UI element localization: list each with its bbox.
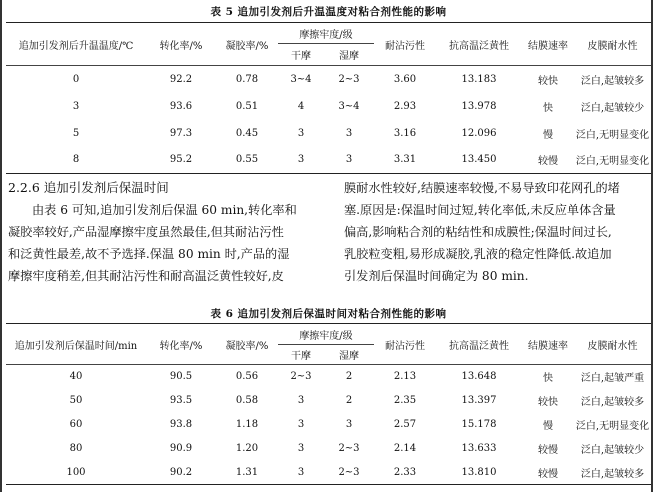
- table-cell: 60: [69, 419, 83, 430]
- table-cell: 0.51: [235, 100, 259, 112]
- table-cell: 5: [72, 127, 80, 139]
- table-cell: 泛白,无明显变化: [575, 129, 650, 141]
- table-row: [6, 120, 651, 147]
- table-cell: 1.31: [216, 461, 278, 485]
- table-cell: 1.18: [235, 419, 259, 430]
- table6-header-film-rate: 结膜速率: [522, 324, 574, 365]
- table6-header-time: 追加引发剂后保温时间/min: [6, 324, 146, 365]
- table-cell: 泛白,无明显变化: [575, 421, 650, 432]
- table-cell: 2~3: [324, 461, 374, 485]
- table-cell: 2.35: [393, 395, 417, 406]
- table5-header-dry: 干摩: [278, 44, 324, 66]
- table-cell: 93.8: [169, 419, 193, 430]
- table-cell: 2.14: [393, 443, 417, 454]
- table-cell: 泛白,无明显变化: [574, 147, 651, 174]
- table5: [6, 22, 651, 174]
- table-cell: 90.9: [169, 443, 193, 454]
- table6-header-stain: 耐沾污性: [374, 324, 436, 365]
- table-cell: 13.978: [461, 100, 497, 112]
- table-cell: 15.178: [461, 419, 497, 430]
- table-row: [6, 437, 651, 461]
- table-cell: 92.2: [169, 73, 193, 85]
- table-cell: 12.096: [461, 127, 497, 139]
- table-cell: 3: [345, 127, 353, 139]
- text-line: 摩擦牢度稍差,但其耐沾污性和耐高温泛黄性较好,皮: [8, 269, 284, 283]
- text-line: 乳胶粒变粗,易形成凝胶,乳液的稳定性降低.故追加: [344, 247, 612, 261]
- table-cell: 2.13: [393, 371, 417, 383]
- right-column-text: [344, 177, 620, 287]
- table-row: [6, 413, 651, 437]
- table-cell: 3: [72, 100, 80, 112]
- table-cell: 2: [345, 395, 353, 406]
- table-cell: 13.633: [461, 443, 497, 454]
- table5-header-gel: 凝胶率/%: [216, 23, 278, 66]
- table-cell: 2~3: [338, 73, 360, 85]
- table-cell: 3.60: [393, 73, 417, 85]
- table-cell: 3: [297, 395, 305, 406]
- table-cell: 0.56: [235, 371, 259, 383]
- table-cell: 慢: [543, 421, 553, 432]
- table-cell: 13.648: [461, 371, 497, 383]
- table-cell: 0.58: [235, 395, 259, 406]
- table-cell: 泛白,起皱较多: [580, 75, 645, 87]
- table-cell: 93.6: [169, 100, 193, 112]
- table-cell: 90.5: [169, 371, 193, 383]
- table-cell: 0.78: [235, 73, 259, 85]
- table-cell: 3~4: [290, 73, 312, 85]
- table5-header-wet: 湿摩: [324, 44, 374, 66]
- table-cell: 0.45: [235, 127, 259, 139]
- table-row: [6, 147, 651, 174]
- table6-header-rub-fastness: 摩擦牢度/级: [278, 324, 374, 345]
- table-cell: 3~4: [338, 100, 360, 112]
- left-column-text: [8, 177, 297, 287]
- table-row: [6, 461, 651, 485]
- table-cell: 2~3: [290, 371, 312, 383]
- table-cell: 13.810: [436, 461, 522, 485]
- table6-caption: 表 6 追加引发剂后保温时间对粘合剂性能的影响: [210, 308, 447, 320]
- table-cell: 80: [69, 443, 83, 454]
- text-line: 和泛黄性最差,故不予选择.保温 80 min 时,产品的湿: [8, 247, 290, 261]
- text-line: 塞.原因是:保温时间过短,转化率低,未反应单体含量: [344, 203, 616, 217]
- table6-header-gel: 凝胶率/%: [216, 324, 278, 365]
- table5-header-temp: 追加引发剂后升温温度/℃: [6, 23, 146, 66]
- table6-header-yellowing: 抗高温泛黄性: [436, 324, 522, 365]
- table-cell: 3: [345, 419, 353, 430]
- table5-header-rub-fastness: 摩擦牢度/级: [278, 23, 374, 44]
- table-cell: 93.5: [169, 395, 193, 406]
- table-cell: 泛白,起皱较多: [580, 397, 645, 408]
- table-row: [6, 365, 651, 389]
- table6-header-wet: 湿摩: [324, 345, 374, 365]
- table-row: [6, 389, 651, 413]
- table5-header-yellowing: 抗高温泛黄性: [436, 23, 522, 66]
- table-cell: 较慢: [538, 445, 558, 456]
- text-line: 引发剂后保温时间确定为 80 min.: [344, 269, 529, 283]
- table6: [6, 323, 651, 485]
- table-cell: 13.397: [461, 395, 497, 406]
- table-cell: 2.93: [393, 100, 417, 112]
- table-cell: 40: [69, 371, 83, 383]
- table-cell: 3: [278, 147, 324, 174]
- table-cell: 较慢: [522, 461, 574, 485]
- table-cell: 快: [543, 102, 553, 114]
- table-cell: 泛白,起皱严重: [580, 373, 645, 385]
- table-cell: 3: [324, 147, 374, 174]
- table-cell: 3.16: [393, 127, 417, 139]
- table-cell: 2.57: [393, 419, 417, 430]
- table5-header-conversion: 转化率/%: [146, 23, 216, 66]
- table6-header-conversion: 转化率/%: [146, 324, 216, 365]
- table-row: [6, 66, 651, 93]
- table5-header-stain: 耐沾污性: [374, 23, 436, 66]
- table-cell: 2: [345, 371, 353, 383]
- table5-header-water-resist: 皮膜耐水性: [574, 23, 651, 66]
- table5-header-film-rate: 结膜速率: [522, 23, 574, 66]
- table-cell: 3: [297, 443, 305, 454]
- table-cell: 1.20: [235, 443, 259, 454]
- table-cell: 100: [6, 461, 146, 485]
- table-cell: 3: [297, 419, 305, 430]
- table-cell: 3: [297, 127, 305, 139]
- text-line: 偏高,影响粘合剂的粘结性和成膜性;保温时间过长,: [344, 225, 612, 239]
- table-cell: 90.2: [146, 461, 216, 485]
- table-cell: 13.450: [436, 147, 522, 174]
- table-cell: 95.2: [146, 147, 216, 174]
- section-heading: 2.2.6 追加引发剂后保温时间: [8, 180, 169, 195]
- table-cell: 0: [72, 73, 80, 85]
- table-cell: 泛白,起皱较少: [580, 445, 645, 456]
- table-cell: 2~3: [338, 443, 360, 454]
- table6-header-dry: 干摩: [278, 345, 324, 365]
- table-cell: 3: [278, 461, 324, 485]
- table-cell: 97.3: [169, 127, 193, 139]
- table-cell: 4: [297, 100, 305, 112]
- table-cell: 泛白,起皱较少: [580, 102, 645, 114]
- text-line: 由表 6 可知,追加引发剂后保温 60 min,转化率和: [32, 203, 297, 217]
- table-cell: 3.31: [374, 147, 436, 174]
- table-cell: 13.183: [461, 73, 497, 85]
- table-cell: 较快: [538, 397, 558, 408]
- table-cell: 8: [6, 147, 146, 174]
- table5-caption: 表 5 追加引发剂后升温温度对粘合剂性能的影响: [210, 6, 447, 18]
- table-cell: 2.33: [374, 461, 436, 485]
- table-cell: 较慢: [522, 147, 574, 174]
- text-line: 膜耐水性较好,结膜速率较慢,不易导致印花网孔的堵: [344, 181, 620, 195]
- table6-header-water-resist: 皮膜耐水性: [574, 324, 651, 365]
- table-cell: 慢: [543, 129, 553, 141]
- table-cell: 较快: [538, 75, 558, 87]
- table-cell: 50: [69, 395, 83, 406]
- text-line: 凝胶率较好,产品湿摩擦牢度虽然最佳,但其耐沾污性: [8, 225, 284, 239]
- table-row: [6, 93, 651, 120]
- table-cell: 泛白,起皱较多: [574, 461, 651, 485]
- table-cell: 0.55: [216, 147, 278, 174]
- table-cell: 快: [543, 373, 553, 385]
